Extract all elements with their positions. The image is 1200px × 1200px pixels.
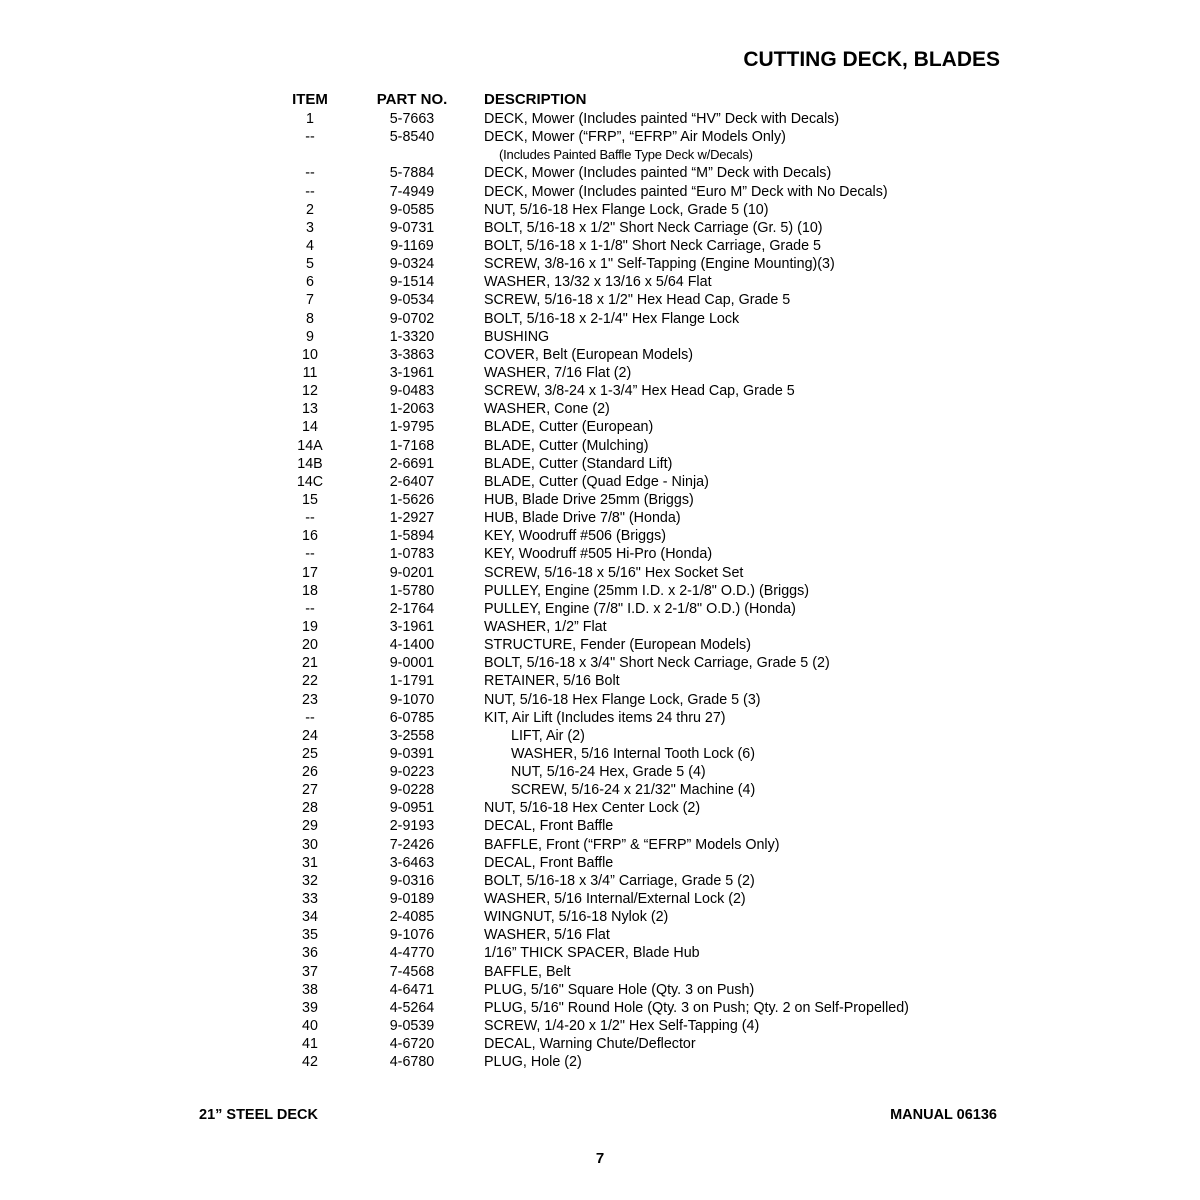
item-number: 14 [302,419,318,436]
item-number: -- [305,183,315,200]
item-number: 41 [302,1036,318,1053]
part-number: 9-0324 [389,256,435,273]
part-number: 2-9193 [389,818,435,835]
part-description: BUSHING [484,328,550,345]
part-number: 5-7663 [389,111,435,127]
item-number: 22 [302,673,318,690]
part-description: WINGNUT, 5/16-18 Nylok (2) [484,909,669,926]
part-description: BOLT, 5/16-18 x 2-1/4" Hex Flange Lock [484,310,740,327]
footer-manual-number: MANUAL 06136 [890,1107,997,1123]
part-description: BOLT, 5/16-18 x 1-1/8" Short Neck Carriage, Grade 5 [484,237,821,254]
item-number: 10 [302,346,318,363]
part-number: 4-5264 [389,999,435,1016]
part-description: NUT, 5/16-18 Hex Center Lock (2) [484,800,701,817]
table-row [280,944,980,962]
part-number: 3-1961 [389,364,435,381]
part-number: 3-1961 [389,618,435,635]
table-row [280,346,980,364]
page-title: CUTTING DECK, BLADES [743,48,1000,71]
table-row [280,817,980,835]
part-description: NUT, 5/16-24 Hex, Grade 5 (4) [511,764,706,781]
part-description: BOLT, 5/16-18 x 3/4” Carriage, Grade 5 (2) [484,872,755,889]
part-number: 7-4949 [389,183,435,200]
part-description: LIFT, Air (2) [511,727,585,744]
part-number: 1-3320 [389,328,435,345]
table-row [280,164,980,182]
part-number: 6-0785 [389,709,435,726]
item-number: -- [305,600,315,617]
part-description: DECAL, Front Baffle [484,818,614,835]
item-number: 16 [302,528,318,545]
item-number [280,146,340,164]
table-row [280,908,980,926]
item-number: 32 [302,872,318,889]
part-description: (Includes Painted Baffle Type Deck w/Decals) [499,147,753,163]
part-number [340,146,484,164]
part-description: WASHER, 13/32 x 13/16 x 5/64 Flat [484,274,712,291]
item-number: 14B [297,455,323,472]
part-number: 9-1169 [390,237,434,254]
item-number: -- [305,546,315,563]
item-number: -- [305,510,315,527]
item-number: 8 [306,310,314,327]
part-description: BOLT, 5/16-18 x 1/2" Short Neck Carriage (Gr. 5) (10) [484,219,823,236]
item-number: 37 [302,963,318,980]
table-row [280,854,980,872]
part-description: HUB, Blade Drive 25mm (Briggs) [484,491,694,508]
item-number: 13 [302,401,318,418]
table-row [280,763,980,781]
part-number: 4-6780 [389,1054,435,1071]
part-description: WASHER, 5/16 Flat [484,927,610,944]
part-description: KEY, Woodruff #506 (Briggs) [484,528,666,545]
item-number: 30 [302,836,318,853]
table-header [280,90,980,110]
table-row [280,110,980,128]
part-description: BOLT, 5/16-18 x 3/4" Short Neck Carriage, Grade 5 (2) [484,655,830,672]
table-row [280,781,980,799]
part-description: KIT, Air Lift (Includes items 24 thru 27) [484,709,726,726]
part-description: DECAL, Front Baffle [484,854,614,871]
table-row [280,183,980,201]
part-description: NUT, 5/16-18 Hex Flange Lock, Grade 5 (3) [484,691,761,708]
part-description: WASHER, 5/16 Internal/External Lock (2) [484,891,746,908]
part-number: 9-0189 [389,891,435,908]
item-number: 20 [302,637,318,654]
part-number: 9-0731 [389,219,435,236]
part-number: 1-0783 [389,546,435,563]
table-row [280,1053,980,1071]
part-description: HUB, Blade Drive 7/8" (Honda) [484,510,681,527]
part-description: PULLEY, Engine (25mm I.D. x 2-1/8" O.D.) (Briggs) [484,582,810,599]
part-description: SCREW, 3/8-24 x 1-3/4” Hex Head Cap, Grade 5 [484,383,795,400]
item-number: 9 [306,328,314,345]
part-description: DECK, Mower (Includes painted “HV” Deck with Decals) [484,111,840,127]
part-number: 9-0585 [389,201,435,218]
table-row [280,273,980,291]
item-number: 28 [302,800,318,817]
part-description: DECK, Mower (Includes painted “Euro M” Deck with No Decals) [484,183,888,200]
part-number: 1-2063 [389,401,435,418]
part-number: 2-6407 [389,473,435,490]
item-number: 34 [302,909,318,926]
part-description: NUT, 5/16-18 Hex Flange Lock, Grade 5 (10) [484,201,769,218]
item-number: 14C [296,473,324,490]
part-description: KEY, Woodruff #505 Hi-Pro (Honda) [484,546,713,563]
part-number: 9-0228 [389,782,435,799]
part-number: 1-9795 [389,419,435,436]
part-number: 1-1791 [389,673,435,690]
table-row [280,219,980,237]
table-row [280,926,980,944]
part-description: SCREW, 3/8-16 x 1" Self-Tapping (Engine Mounting)(3) [484,256,835,273]
header-description: DESCRIPTION [484,91,587,108]
table-row [280,455,980,473]
part-number: 9-0201 [389,564,435,581]
table-row [280,418,980,436]
part-description: BLADE, Cutter (Quad Edge - Ninja) [484,473,709,490]
table-row [280,709,980,727]
table-row [280,691,980,709]
table-body [280,110,980,1071]
item-number: 17 [302,564,318,581]
table-row [280,654,980,672]
item-number: 23 [302,691,318,708]
item-number: 19 [302,618,318,635]
part-number: 1-7168 [389,437,435,454]
table-row [280,636,980,654]
table-row [280,237,980,255]
item-number: -- [305,709,315,726]
table-row [280,400,980,418]
table-row [280,364,980,382]
item-number: 27 [302,782,318,799]
item-number: 35 [302,927,318,944]
page-number: 7 [595,1150,605,1167]
part-number: 4-4770 [389,945,435,962]
table-row [280,255,980,273]
table-row [280,491,980,509]
part-description: BAFFLE, Belt [484,963,571,980]
part-description: BLADE, Cutter (Mulching) [484,437,649,454]
table-row [280,382,980,400]
part-number: 1-5894 [389,528,435,545]
table-row [280,745,980,763]
part-number: 5-7884 [389,165,435,182]
part-description: PLUG, Hole (2) [484,1054,582,1071]
item-number: 6 [306,274,314,291]
part-description: PLUG, 5/16" Round Hole (Qty. 3 on Push; Qty. 2 on Self-Propelled) [484,999,909,1016]
table-row [280,128,980,146]
part-number: 5-8540 [389,129,435,146]
part-number: 9-1070 [389,691,435,708]
part-description: SCREW, 5/16-18 x 5/16" Hex Socket Set [484,564,744,581]
part-number: 9-0391 [389,745,435,762]
part-number: 7-2426 [389,836,435,853]
part-number: 9-1514 [389,274,435,291]
table-row [280,473,980,491]
item-number: 39 [302,999,318,1016]
part-description: WASHER, 1/2” Flat [484,618,607,635]
part-description: BAFFLE, Front (“FRP” & “EFRP” Models Only) [484,836,780,853]
table-row [280,618,980,636]
table-row [280,545,980,563]
part-number: 2-1764 [389,600,435,617]
item-number: -- [305,129,315,146]
table-row [280,564,980,582]
table-row [280,201,980,219]
item-number: 33 [302,891,318,908]
part-description: DECK, Mower (“FRP”, “EFRP” Air Models Only) [484,129,786,146]
part-number: 7-4568 [389,963,435,980]
part-description: BLADE, Cutter (Standard Lift) [484,455,673,472]
item-number: 25 [302,745,318,762]
table-row [280,836,980,854]
part-number: 3-6463 [389,854,435,871]
table-row [280,727,980,745]
part-description: DECAL, Warning Chute/Deflector [484,1036,696,1053]
part-number: 9-0534 [389,292,435,309]
part-number: 9-0316 [389,872,435,889]
part-number: 9-0483 [389,383,435,400]
table-row [280,328,980,346]
table-row [280,963,980,981]
part-description: PULLEY, Engine (7/8" I.D. x 2-1/8" O.D.) (Honda) [484,600,796,617]
item-number: 36 [302,945,318,962]
part-number: 9-0951 [389,800,435,817]
part-description: SCREW, 5/16-18 x 1/2" Hex Head Cap, Grade 5 [484,292,791,309]
part-description: SCREW, 1/4-20 x 1/2" Hex Self-Tapping (4) [484,1018,760,1035]
part-number: 9-0223 [389,764,435,781]
part-description: WASHER, 7/16 Flat (2) [484,364,632,381]
item-number: 26 [302,764,318,781]
header-item: ITEM [292,91,328,108]
table-row [280,310,980,328]
item-number: 24 [302,727,318,744]
part-number: 9-0702 [389,310,435,327]
part-number: 9-1076 [389,927,435,944]
part-description: COVER, Belt (European Models) [484,346,693,363]
table-row [280,291,980,309]
item-number: 11 [302,364,318,381]
part-description: STRUCTURE, Fender (European Models) [484,637,751,654]
table-row [280,1035,980,1053]
table-row [280,582,980,600]
table-row [280,527,980,545]
table-row [280,1017,980,1035]
item-number: 3 [306,219,314,236]
part-number: 1-5780 [389,582,435,599]
table-row [280,146,980,164]
part-number: 9-0539 [389,1018,435,1035]
table-row [280,981,980,999]
part-description: SCREW, 5/16-24 x 21/32" Machine (4) [511,782,756,799]
part-number: 4-6720 [389,1036,435,1053]
item-number: -- [305,165,315,182]
item-number: 31 [302,854,318,871]
item-number: 14A [297,437,323,454]
part-number: 1-2927 [389,510,435,527]
item-number: 18 [302,582,318,599]
part-description: RETAINER, 5/16 Bolt [484,673,620,690]
item-number: 21 [302,655,318,672]
table-row [280,799,980,817]
parts-table [280,90,980,1071]
table-row [280,872,980,890]
part-description: BLADE, Cutter (European) [484,419,654,436]
part-description: PLUG, 5/16" Square Hole (Qty. 3 on Push) [484,981,755,998]
table-row [280,509,980,527]
part-number: 3-2558 [389,727,435,744]
part-description: DECK, Mower (Includes painted “M” Deck with Decals) [484,165,832,182]
part-description: 1/16” THICK SPACER, Blade Hub [484,945,700,962]
table-row [280,672,980,690]
item-number: 15 [302,491,318,508]
header-part-no: PART NO. [376,91,448,108]
part-number: 2-4085 [389,909,435,926]
part-number: 3-3863 [389,346,435,363]
item-number: 1 [306,111,314,127]
table-row [280,890,980,908]
part-description: WASHER, 5/16 Internal Tooth Lock (6) [511,745,755,762]
footer-deck-name: 21” STEEL DECK [199,1107,318,1123]
part-number: 4-1400 [389,637,435,654]
part-number: 1-5626 [389,491,435,508]
part-description: WASHER, Cone (2) [484,401,610,418]
part-number: 2-6691 [389,455,435,472]
item-number: 12 [302,383,318,400]
table-row [280,437,980,455]
item-number: 2 [306,201,314,218]
item-number: 42 [302,1054,318,1071]
table-row [280,600,980,618]
item-number: 7 [306,292,314,309]
item-number: 5 [306,256,314,273]
part-number: 4-6471 [389,981,435,998]
item-number: 29 [302,818,318,835]
item-number: 4 [306,237,314,254]
item-number: 38 [302,981,318,998]
item-number: 40 [302,1018,318,1035]
table-row [280,999,980,1017]
part-number: 9-0001 [389,655,435,672]
